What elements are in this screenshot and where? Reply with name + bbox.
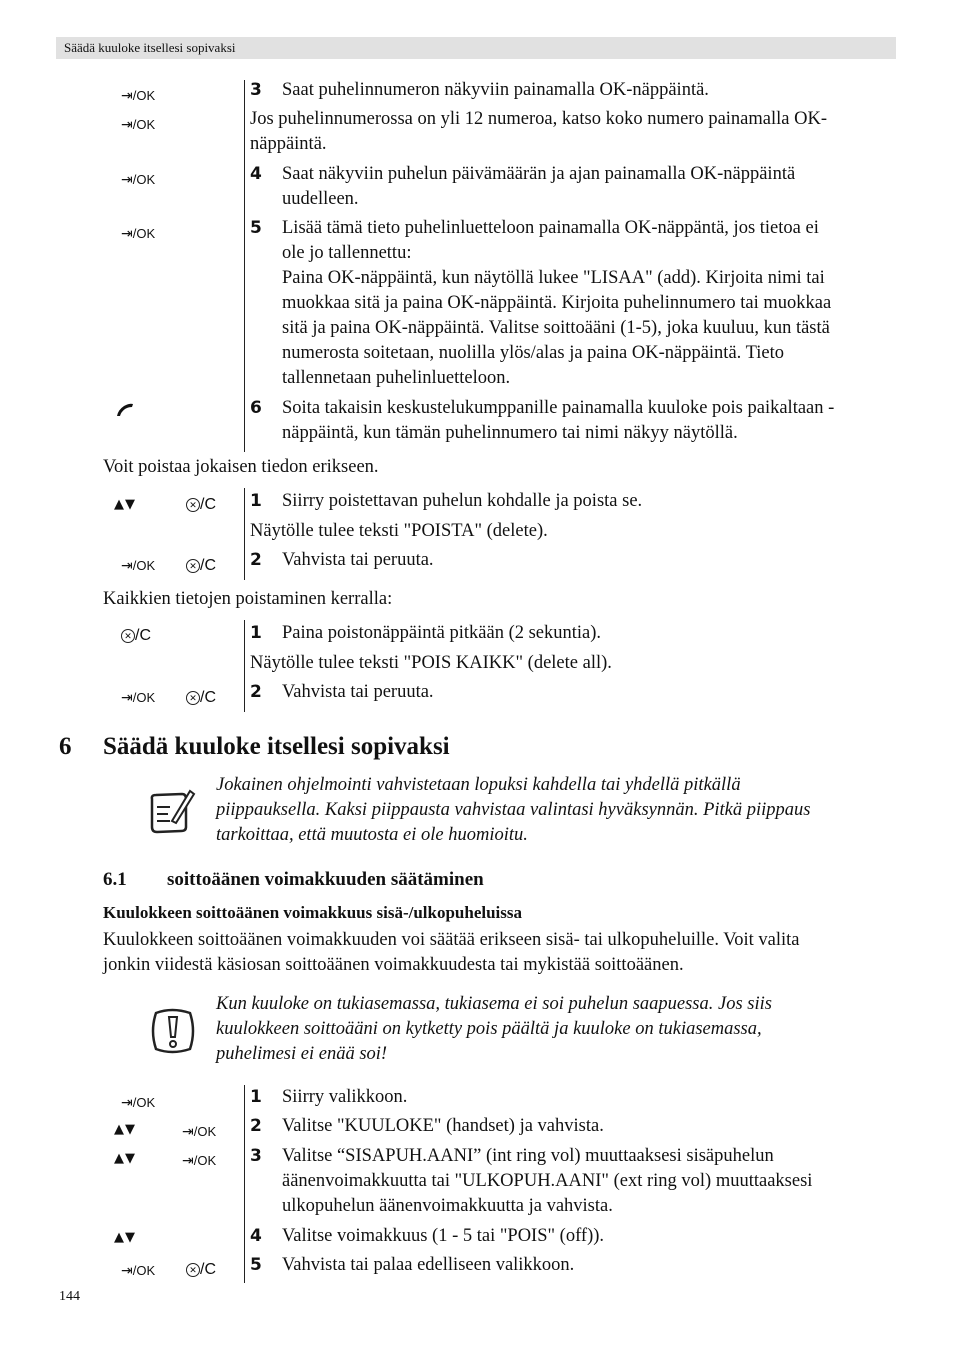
step-text: Saat näkyviin puhelun päivämäärän ja ajan painamalla OK-näppäintä bbox=[282, 164, 796, 184]
warning-icon bbox=[148, 1005, 198, 1062]
step-text: Lisää tämä tieto puhelinluetteloon painamalla OK-näppäntä, jos tietoa ei bbox=[282, 218, 819, 238]
step-note: Jos puhelinnumerossa on yli 12 numeroa, katso koko numero painamalla OK- bbox=[250, 109, 827, 129]
delete-intro: Voit poistaa jokaisen tiedon erikseen. bbox=[103, 457, 379, 477]
running-header bbox=[56, 37, 896, 59]
step-text: sitä ja paina OK-näppäintä. Valitse soittoääni (1-5), joka kuuluu, kun tästä bbox=[282, 318, 830, 338]
ok-key-icon: ⇥/OK bbox=[121, 225, 156, 241]
step-text: ulkopuhelun äänenvoimakkuutta ja vahvista. bbox=[282, 1196, 613, 1216]
step-text: Siirry valikkoon. bbox=[282, 1087, 408, 1107]
ok-key-icon: ⇥/OK bbox=[182, 1152, 217, 1168]
step-divider-line bbox=[244, 620, 245, 712]
step-note: näppäintä. bbox=[250, 134, 327, 154]
ok-key-icon: ⇥/OK bbox=[121, 1094, 156, 1110]
ok-key-icon: ⇥/OK bbox=[182, 1123, 217, 1139]
ok-key-icon: ⇥/OK bbox=[121, 557, 156, 573]
step-number: 4 bbox=[250, 1226, 262, 1246]
delete-all-intro: Kaikkien tietojen poistaminen kerralla: bbox=[103, 589, 393, 609]
step-number: 5 bbox=[250, 218, 262, 238]
note-pen-icon bbox=[146, 785, 196, 842]
chapter-title: Säädä kuuloke itsellesi sopivaksi bbox=[103, 733, 450, 760]
step-number: 4 bbox=[250, 164, 262, 184]
paragraph-text: jonkin viidestä käsiosan soittoäänen voimakkuudesta tai mykistää soittoäänen. bbox=[103, 955, 684, 975]
warning-note-text: puhelimesi ei enää soi! bbox=[216, 1044, 388, 1064]
warning-note-text: kuulokkeen soittoääni on kytketty pois päältä ja kuuloke on tukiasemassa, bbox=[216, 1019, 762, 1039]
step-note: Näytölle tulee teksti "POIS KAIKK" (delete all). bbox=[250, 653, 612, 673]
up-down-arrows-icon: ▲▼ bbox=[114, 1122, 136, 1137]
up-down-arrows-icon: ▲▼ bbox=[114, 1230, 136, 1245]
ok-key-icon: ⇥/OK bbox=[121, 116, 156, 132]
section-title: soittoäänen voimakkuuden säätäminen bbox=[167, 869, 484, 890]
up-down-arrows-icon: ▲▼ bbox=[114, 1151, 136, 1166]
step-number: 6 bbox=[250, 398, 262, 418]
paragraph-text: Kuulokkeen soittoäänen voimakkuuden voi säätää erikseen sisä- tai ulkopuheluille. Voit valita bbox=[103, 930, 800, 950]
step-text: Soita takaisin keskustelukumppanille painamalla kuuloke pois paikaltaan - bbox=[282, 398, 835, 418]
step-text: Paina OK-näppäintä, kun näytöllä lukee "LISAA" (add). Kirjoita nimi tai bbox=[282, 268, 825, 288]
step-number: 1 bbox=[250, 623, 262, 643]
subheading: Kuulokkeen soittoäänen voimakkuus sisä-/ulkopuheluissa bbox=[103, 903, 523, 922]
page-number: 144 bbox=[59, 1289, 80, 1304]
step-text: Saat puhelinnumeron näkyviin painamalla OK-näppäintä. bbox=[282, 80, 709, 100]
step-text: Valitse voimakkuus (1 - 5 tai "POIS" (off)). bbox=[282, 1226, 605, 1246]
tip-note-text: piippauksella. Kaksi piippausta vahvistaa valintasi hyväksynnän. Pitkä piippaus bbox=[216, 800, 811, 820]
step-text: ole jo tallennettu: bbox=[282, 243, 412, 263]
step-text: äänenvoimakkuutta tai "ULKOPUH.AANI" (ext ring vol) muuttaaksesi bbox=[282, 1171, 813, 1191]
clear-key-icon: ✕ /C bbox=[121, 627, 151, 645]
step-divider-line bbox=[244, 80, 245, 452]
step-number: 3 bbox=[250, 80, 262, 100]
tip-note-text: Jokainen ohjelmointi vahvistetaan lopuksi kahdella tai yhdellä pitkällä bbox=[216, 775, 741, 795]
step-text: Vahvista tai peruuta. bbox=[282, 550, 434, 570]
step-text: numerosta soitetaan, nuolilla ylös/alas ja paina OK-näppäintä. Tieto bbox=[282, 343, 784, 363]
step-text: uudelleen. bbox=[282, 189, 359, 209]
step-number: 1 bbox=[250, 1087, 262, 1107]
step-text: Valitse "KUULOKE" (handset) ja vahvista. bbox=[282, 1116, 604, 1136]
warning-note-text: Kun kuuloke on tukiasemassa, tukiasema ei soi puhelun saapuessa. Jos siis bbox=[216, 994, 772, 1014]
step-number: 3 bbox=[250, 1146, 262, 1166]
step-number: 5 bbox=[250, 1255, 262, 1275]
up-down-arrows-icon: ▲▼ bbox=[114, 497, 136, 512]
clear-key-icon: ✕ /C bbox=[186, 496, 216, 514]
step-text: Siirry poistettavan puhelun kohdalle ja poista se. bbox=[282, 491, 643, 511]
step-divider-line bbox=[244, 488, 245, 580]
tip-note-text: tarkoittaa, että muutosta ei ole huomioitu. bbox=[216, 825, 528, 845]
section-number: 6.1 bbox=[103, 869, 127, 890]
ok-key-icon: ⇥/OK bbox=[121, 171, 156, 187]
step-text: näppäintä, kun tämän puhelinnumero tai nimi näkyy näytöllä. bbox=[282, 423, 738, 443]
handset-icon bbox=[114, 401, 136, 424]
step-number: 2 bbox=[250, 682, 262, 702]
step-number: 1 bbox=[250, 491, 262, 511]
step-text: Vahvista tai peruuta. bbox=[282, 682, 434, 702]
step-number: 2 bbox=[250, 550, 262, 570]
step-note: Näytölle tulee teksti "POISTA" (delete). bbox=[250, 521, 548, 541]
step-text: muokkaa sitä ja paina OK-näppäintä. Kirjoita puhelinnumero tai muokkaa bbox=[282, 293, 832, 313]
chapter-number: 6 bbox=[59, 733, 72, 760]
step-text: Valitse “SISAPUH.AANI” (int ring vol) muuttaaksesi sisäpuhelun bbox=[282, 1146, 774, 1166]
ok-key-icon: ⇥/OK bbox=[121, 689, 156, 705]
clear-key-icon: ✕ /C bbox=[186, 689, 216, 707]
ok-key-icon: ⇥/OK bbox=[121, 1262, 156, 1278]
clear-key-icon: ✕ /C bbox=[186, 1261, 216, 1279]
clear-key-icon: ✕ /C bbox=[186, 557, 216, 575]
step-text: Vahvista tai palaa edelliseen valikkoon. bbox=[282, 1255, 575, 1275]
running-header-title: Säädä kuuloke itsellesi sopivaksi bbox=[64, 40, 236, 55]
step-text: tallennetaan puhelinluetteloon. bbox=[282, 368, 511, 388]
step-number: 2 bbox=[250, 1116, 262, 1136]
ok-key-icon: ⇥/OK bbox=[121, 87, 156, 103]
step-divider-line bbox=[244, 1085, 245, 1283]
step-text: Paina poistonäppäintä pitkään (2 sekuntia). bbox=[282, 623, 602, 643]
